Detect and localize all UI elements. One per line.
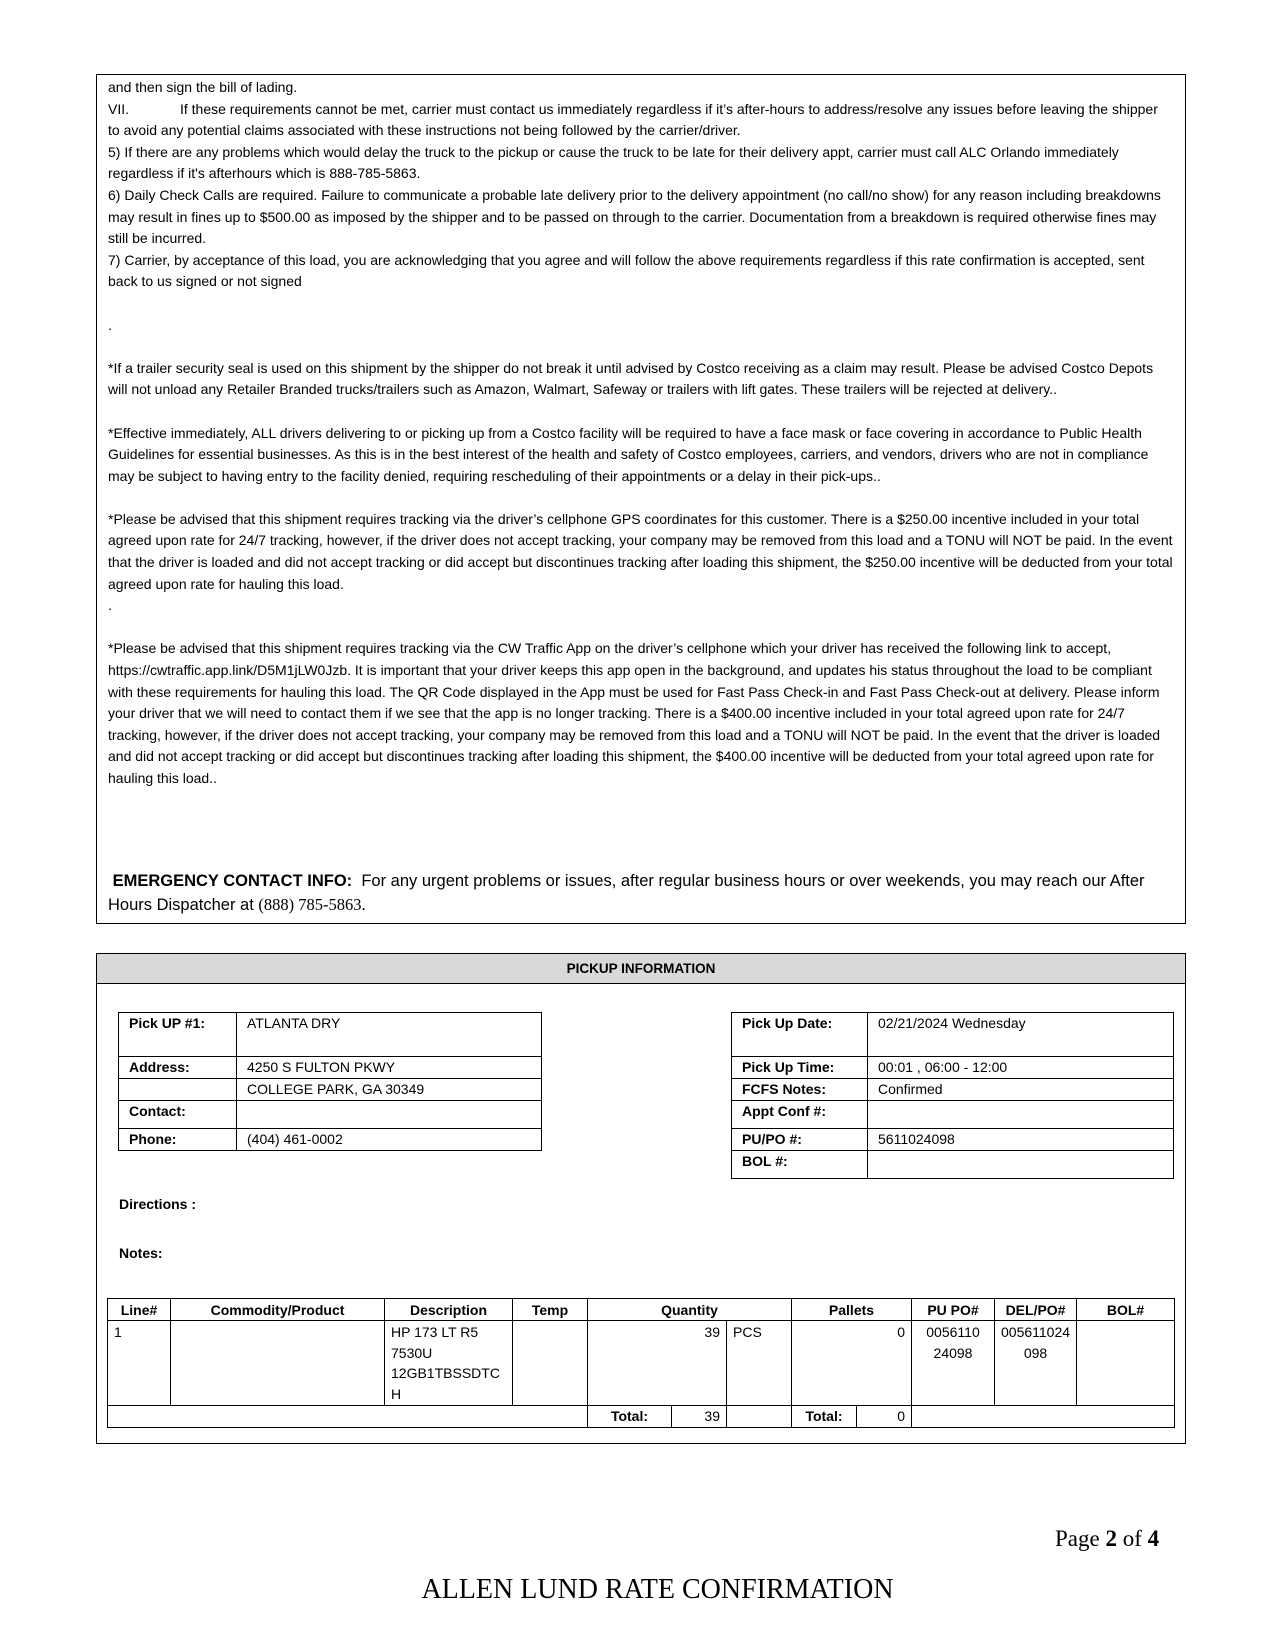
bol-value <box>868 1151 1174 1179</box>
phone-label: Phone: <box>119 1129 237 1151</box>
col-header-commodity: Commodity/Product <box>171 1299 385 1321</box>
document-title: ALLEN LUND RATE CONFIRMATION <box>421 1574 894 1605</box>
pickup-section <box>96 953 1186 1444</box>
pickup-header: PICKUP INFORMATION <box>97 954 1185 984</box>
appt-conf-value <box>868 1101 1174 1129</box>
page-prefix: Page <box>1055 1526 1100 1551</box>
cw-traffic-notice: *Please be advised that this shipment requires tracking via the CW Traffic App on the driver’s cellphone which your driver has received the following link to accept, https://cwtraffic.app.link/D5M1jLW0Jzb. It is important that your driver keeps this app open in the background, and updates his status throughout the load to be compliant with these requirements for hauling this load. The QR Code displayed in the App must be used for Fast Pass Check-in and Fast Pass Check-out at delivery. Please inform your driver that we will need to contact them if we see that the app is no longer tracking. There is a $400.00 incentive included in your total agreed upon rate for 24/7 tracking, however, if the driver does not accept tracking, your company may be removed from this load and a TONU will NOT be paid. In the event that the driver is loaded and did not accept tracking or did accept but discontinues tracking after loading this shipment, the $400.00 incentive will be deducted from your total agreed upon rate for hauling this load.. <box>108 640 1161 786</box>
pickup-date-label: Pick Up Date: <box>732 1013 868 1057</box>
pickup-schedule-table <box>731 1012 1174 1179</box>
address-line1: 4250 S FULTON PKWY <box>237 1057 542 1079</box>
col-header-bol: BOL# <box>1077 1299 1175 1321</box>
table-row <box>108 1321 1175 1406</box>
pickup-num-label: Pick UP #1: <box>119 1013 237 1057</box>
pickup-num-value: ATLANTA DRY <box>237 1013 542 1057</box>
del-po-line: 005611024 <box>1001 1324 1071 1340</box>
bol-label: BOL #: <box>732 1151 868 1179</box>
page-number <box>1055 1526 1159 1552</box>
fcfs-value: Confirmed <box>868 1079 1174 1101</box>
terms-dot: . <box>108 597 112 614</box>
terms-section <box>96 74 1186 924</box>
contact-value <box>237 1101 542 1129</box>
pu-po-label: PU/PO #: <box>732 1129 868 1151</box>
terms-item-6: 6) Daily Check Calls are required. Failure to communicate a probable late delivery prior to the delivery appointment (no call/no show) for any reason including breakdowns may result in fines up to $500.00 as imposed by the shipper and to be passed on through to the carrier. Documentation from a breakdown is required otherwise fines may still be incurred. <box>108 186 1161 247</box>
appt-conf-label: Appt Conf #: <box>732 1101 868 1129</box>
terms-item-number: VII. <box>108 100 130 117</box>
emergency-label: EMERGENCY CONTACT INFO: <box>112 872 353 890</box>
cell-temp <box>513 1321 588 1406</box>
phone-value: (404) 461-0002 <box>237 1129 542 1151</box>
cell-description <box>385 1321 513 1406</box>
seal-notice: *If a trailer security seal is used on this shipment by the shipper do not break it until advised by Costco receiving as a claim may result. Please be advised Costco Depots will not unload any Retailer Branded trucks/trailers such as Amazon, Walmart, Safeway or trailers with lift gates. These trailers will be rejected at delivery.. <box>108 359 1154 398</box>
col-header-del-po: DEL/PO# <box>995 1299 1077 1321</box>
pickup-time-value: 00:01 , 06:00 - 12:00 <box>868 1057 1174 1079</box>
col-header-temp: Temp <box>513 1299 588 1321</box>
emergency-contact <box>108 870 1173 917</box>
address-line2: COLLEGE PARK, GA 30349 <box>237 1079 542 1101</box>
page-of: of <box>1122 1526 1142 1551</box>
commodity-table <box>107 1298 1175 1428</box>
emergency-text: For any urgent problems or issues, after regular business hours or over weekends, you may reach our After Hours Dispatcher at <box>108 872 1145 914</box>
cell-line: 1 <box>108 1321 171 1406</box>
total-pallets-value: 0 <box>857 1406 912 1428</box>
terms-item-vii <box>108 99 1173 142</box>
page-total: 4 <box>1147 1526 1160 1551</box>
col-header-quantity: Quantity <box>588 1299 792 1321</box>
cell-del-po <box>995 1321 1077 1406</box>
total-row <box>108 1406 1175 1428</box>
directions-label: Directions : <box>119 1196 197 1212</box>
terms-dot: . <box>108 316 112 333</box>
pu-po-line: 0056110 <box>926 1324 980 1340</box>
terms-item-7: 7) Carrier, by acceptance of this load, you are acknowledging that you agree and will follow the above requirements regardless if this rate confirmation is accepted, sent back to us signed or not signed <box>108 251 1145 290</box>
commodity-header-row <box>108 1299 1175 1321</box>
cell-pallets: 0 <box>792 1321 912 1406</box>
cell-bol <box>1077 1321 1175 1406</box>
description-line: 12GB1TBSSDTC <box>391 1365 500 1381</box>
notes-label: Notes: <box>119 1245 163 1261</box>
total-quantity-label: Total: <box>588 1406 672 1428</box>
description-line: H <box>391 1385 402 1402</box>
cell-pu-po <box>912 1321 995 1406</box>
del-po-line: 098 <box>1023 1344 1048 1361</box>
page-current: 2 <box>1105 1526 1117 1551</box>
fcfs-label: FCFS Notes: <box>732 1079 868 1101</box>
pu-po-line: 24098 <box>933 1344 973 1361</box>
cell-unit: PCS <box>727 1321 792 1406</box>
col-header-line: Line# <box>108 1299 171 1321</box>
total-quantity-value: 39 <box>672 1406 727 1428</box>
terms-item-5: 5) If there are any problems which would delay the truck to the pickup or cause the truck to be late for their delivery appt, carrier must call ALC Orlando immediately regardless if it's afterhours which is 888-785-5863. <box>108 143 1119 182</box>
cell-quantity: 39 <box>588 1321 727 1406</box>
col-header-pu-po: PU PO# <box>912 1299 995 1321</box>
terms-item-text: If these requirements cannot be met, carrier must contact us immediately regardless if it’s after-hours to address/resolve any issues before leaving the shipper to avoid any potential claims associated with these instructions not being followed by the carrier/driver. <box>108 100 1158 139</box>
mask-notice: *Effective immediately, ALL drivers delivering to or picking up from a Costco facility will be required to have a face mask or face covering in accordance to Public Health Guidelines for essential businesses. As this is in the best interest of the health and safety of Costco employees, carriers, and vendors, drivers who are not in compliance may be subject to having entry to the facility denied, requiring rescheduling of their appointments or a delay in their pick-ups.. <box>108 424 1149 484</box>
terms-line: and then sign the bill of lading. <box>108 79 298 95</box>
pickup-time-label: Pick Up Time: <box>732 1057 868 1079</box>
gps-tracking-notice: *Please be advised that this shipment requires tracking via the driver’s cellphone GPS coordinates for this customer. There is a $250.00 incentive included in your total agreed upon rate for 24/7 tracking, however, if the driver does not accept tracking, your company may be removed from this load and a TONU will NOT be paid. In the event that the driver is loaded and did not accept tracking or did accept but discontinues tracking after loading this shipment, the $250.00 incentive will be deducted from your total agreed upon rate for hauling this load. <box>108 510 1173 592</box>
pickup-date-value: 02/21/2024 Wednesday <box>868 1013 1174 1057</box>
col-header-pallets: Pallets <box>792 1299 912 1321</box>
description-line: 7530U <box>391 1344 433 1361</box>
emergency-phone: (888) 785-5863. <box>258 895 366 914</box>
contact-label: Contact: <box>119 1101 237 1129</box>
col-header-description: Description <box>385 1299 513 1321</box>
cell-commodity <box>171 1321 385 1406</box>
pickup-location-table <box>118 1012 542 1151</box>
description-line: HP 173 LT R5 <box>391 1324 479 1340</box>
pu-po-value: 5611024098 <box>868 1129 1174 1151</box>
address-label: Address: <box>119 1057 237 1079</box>
total-pallets-label: Total: <box>792 1406 857 1428</box>
